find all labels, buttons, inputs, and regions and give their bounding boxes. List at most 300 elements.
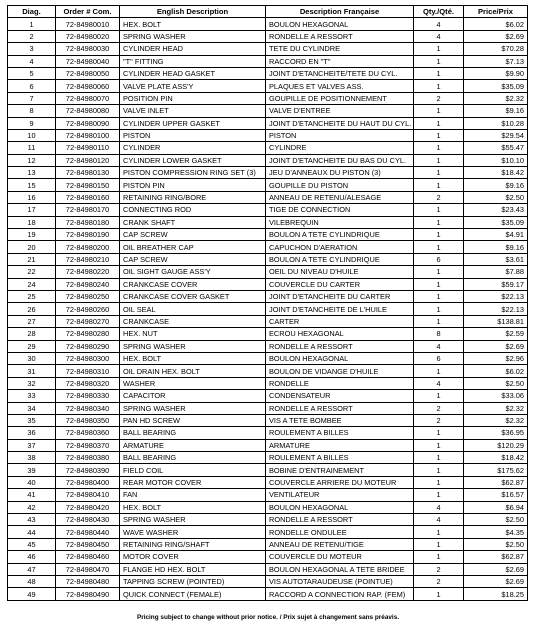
cell-price: $9.16 — [464, 179, 528, 191]
table-row — [8, 340, 528, 352]
cell-french-description: COUVERCLE DU CARTER — [266, 278, 414, 290]
cell-price: $36.95 — [464, 427, 528, 439]
cell-diag: 33 — [8, 390, 56, 402]
cell-qty: 2 — [414, 575, 464, 587]
table-row — [8, 191, 528, 203]
cell-price: $62.87 — [464, 551, 528, 563]
cell-english-description: PISTON COMPRESSION RING SET (3) — [120, 167, 266, 179]
cell-qty: 1 — [414, 315, 464, 327]
cell-qty: 4 — [414, 18, 464, 30]
cell-english-description: SPRING WASHER — [120, 30, 266, 42]
cell-diag: 39 — [8, 464, 56, 476]
header-price: Price/Prix — [464, 6, 528, 18]
cell-price: $6.02 — [464, 18, 528, 30]
cell-diag: 2 — [8, 30, 56, 42]
cell-diag: 10 — [8, 129, 56, 141]
cell-french-description: BOULON A TETE CYLINDRIQUE — [266, 229, 414, 241]
cell-price: $2.96 — [464, 352, 528, 364]
cell-price: $2.69 — [464, 563, 528, 575]
table-row — [8, 402, 528, 414]
table-row — [8, 80, 528, 92]
cell-order-number: 72-84980030 — [56, 43, 120, 55]
cell-english-description: RETAINING RING/BORE — [120, 191, 266, 203]
table-row — [8, 427, 528, 439]
cell-order-number: 72-84980490 — [56, 588, 120, 600]
cell-english-description: HEX. NUT — [120, 328, 266, 340]
cell-diag: 15 — [8, 179, 56, 191]
cell-french-description: COUVERCLE ARRIERE DU MOTEUR — [266, 476, 414, 488]
cell-french-description: VENTILATEUR — [266, 489, 414, 501]
cell-qty: 4 — [414, 377, 464, 389]
cell-qty: 4 — [414, 30, 464, 42]
cell-order-number: 72-84980270 — [56, 315, 120, 327]
cell-english-description: OIL BREATHER CAP — [120, 241, 266, 253]
cell-english-description: BALL BEARING — [120, 452, 266, 464]
cell-price: $18.42 — [464, 167, 528, 179]
cell-order-number: 72-84980310 — [56, 365, 120, 377]
cell-diag: 42 — [8, 501, 56, 513]
cell-price: $7.88 — [464, 266, 528, 278]
cell-french-description: PISTON — [266, 129, 414, 141]
cell-price: $22.13 — [464, 303, 528, 315]
cell-qty: 1 — [414, 204, 464, 216]
cell-order-number: 72-84980420 — [56, 501, 120, 513]
cell-diag: 26 — [8, 303, 56, 315]
cell-english-description: OIL SEAL — [120, 303, 266, 315]
cell-order-number: 72-84980160 — [56, 191, 120, 203]
cell-english-description: CONNECTING ROD — [120, 204, 266, 216]
cell-english-description: PISTON — [120, 129, 266, 141]
cell-english-description: TAPPING SCREW (POINTED) — [120, 575, 266, 587]
cell-qty: 1 — [414, 390, 464, 402]
cell-order-number: 72-84980170 — [56, 204, 120, 216]
cell-qty: 1 — [414, 142, 464, 154]
cell-french-description: RONDELLE A RESSORT — [266, 30, 414, 42]
table-row — [8, 167, 528, 179]
cell-order-number: 72-84980150 — [56, 179, 120, 191]
cell-french-description: ROULEMENT A BILLES — [266, 452, 414, 464]
cell-french-description: GOUPILLE DE POSITIONNEMENT — [266, 92, 414, 104]
parts-list — [7, 5, 527, 601]
cell-qty: 1 — [414, 105, 464, 117]
cell-diag: 9 — [8, 117, 56, 129]
cell-diag: 40 — [8, 476, 56, 488]
table-row — [8, 43, 528, 55]
cell-order-number: 72-84980410 — [56, 489, 120, 501]
cell-price: $10.28 — [464, 117, 528, 129]
cell-english-description: CRANKCASE COVER — [120, 278, 266, 290]
cell-qty: 1 — [414, 229, 464, 241]
cell-english-description: CYLINDER UPPER GASKET — [120, 117, 266, 129]
cell-diag: 43 — [8, 514, 56, 526]
table-row — [8, 588, 528, 600]
cell-price: $175.62 — [464, 464, 528, 476]
cell-french-description: COUVERCLE DU MOTEUR — [266, 551, 414, 563]
cell-qty: 1 — [414, 117, 464, 129]
pricing-footnote: Pricing subject to change without prior notice. / Prix sujet à changement sans préavis. — [136, 614, 400, 621]
cell-order-number: 72-84980060 — [56, 80, 120, 92]
cell-order-number: 72-84980260 — [56, 303, 120, 315]
cell-diag: 19 — [8, 229, 56, 241]
cell-diag: 4 — [8, 55, 56, 67]
cell-diag: 34 — [8, 402, 56, 414]
cell-order-number: 72-84980190 — [56, 229, 120, 241]
cell-price: $2.69 — [464, 30, 528, 42]
cell-diag: 7 — [8, 92, 56, 104]
cell-price: $59.17 — [464, 278, 528, 290]
cell-english-description: SPRING WASHER — [120, 340, 266, 352]
cell-french-description: VIS AUTOTARAUDEUSE (POINTUE) — [266, 575, 414, 587]
cell-english-description: PAN HD SCREW — [120, 414, 266, 426]
cell-french-description: OEIL DU NIVEAU D'HUILE — [266, 266, 414, 278]
cell-french-description: PLAQUES ET VALVES ASS. — [266, 80, 414, 92]
cell-order-number: 72-84980360 — [56, 427, 120, 439]
cell-qty: 1 — [414, 216, 464, 228]
table-row — [8, 464, 528, 476]
cell-qty: 1 — [414, 526, 464, 538]
cell-french-description: JOINT D'ETANCHEITE/TETE DU CYL. — [266, 67, 414, 79]
table-row — [8, 352, 528, 364]
cell-price: $18.25 — [464, 588, 528, 600]
cell-diag: 41 — [8, 489, 56, 501]
cell-english-description: FAN — [120, 489, 266, 501]
cell-order-number: 72-84980070 — [56, 92, 120, 104]
cell-french-description: BOBINE D'ENTRAINEMENT — [266, 464, 414, 476]
table-row — [8, 290, 528, 302]
cell-price: $55.47 — [464, 142, 528, 154]
cell-order-number: 72-84980220 — [56, 266, 120, 278]
cell-diag: 35 — [8, 414, 56, 426]
cell-order-number: 72-84980470 — [56, 563, 120, 575]
cell-diag: 24 — [8, 278, 56, 290]
cell-diag: 6 — [8, 80, 56, 92]
cell-french-description: JOINT D'ETANCHEITE DE L'HUILE — [266, 303, 414, 315]
cell-order-number: 72-84980370 — [56, 439, 120, 451]
cell-qty: 1 — [414, 67, 464, 79]
cell-english-description: FLANGE HD HEX. BOLT — [120, 563, 266, 575]
table-row — [8, 328, 528, 340]
cell-price: $4.91 — [464, 229, 528, 241]
cell-qty: 1 — [414, 167, 464, 179]
cell-order-number: 72-84980090 — [56, 117, 120, 129]
cell-french-description: BOULON A TETE CYLINDRIQUE — [266, 253, 414, 265]
cell-qty: 1 — [414, 303, 464, 315]
table-row — [8, 439, 528, 451]
cell-order-number: 72-84980320 — [56, 377, 120, 389]
table-row — [8, 216, 528, 228]
cell-english-description: CAP SCREW — [120, 253, 266, 265]
cell-qty: 1 — [414, 241, 464, 253]
cell-french-description: TETE DU CYLINDRE — [266, 43, 414, 55]
cell-diag: 20 — [8, 241, 56, 253]
cell-french-description: VIS A TETE BOMBEE — [266, 414, 414, 426]
cell-price: $16.57 — [464, 489, 528, 501]
table-row — [8, 501, 528, 513]
cell-diag: 18 — [8, 216, 56, 228]
cell-order-number: 72-84980480 — [56, 575, 120, 587]
cell-french-description: ARMATURE — [266, 439, 414, 451]
cell-price: $62.87 — [464, 476, 528, 488]
table-row — [8, 390, 528, 402]
cell-qty: 1 — [414, 476, 464, 488]
table-row — [8, 538, 528, 550]
cell-price: $2.50 — [464, 514, 528, 526]
table-row — [8, 266, 528, 278]
cell-diag: 21 — [8, 253, 56, 265]
cell-qty: 1 — [414, 55, 464, 67]
cell-diag: 44 — [8, 526, 56, 538]
cell-french-description: BOULON HEXAGONAL — [266, 501, 414, 513]
table-row — [8, 18, 528, 30]
table-row — [8, 142, 528, 154]
cell-price: $6.94 — [464, 501, 528, 513]
cell-price: $2.59 — [464, 328, 528, 340]
cell-french-description: RACCORD A CONNECTION RAP. (FEM) — [266, 588, 414, 600]
cell-diag: 22 — [8, 266, 56, 278]
cell-diag: 8 — [8, 105, 56, 117]
cell-french-description: CAPUCHON D'AERATION — [266, 241, 414, 253]
header-diag: Diag. — [8, 6, 56, 18]
cell-english-description: CYLINDER HEAD GASKET — [120, 67, 266, 79]
cell-qty: 1 — [414, 464, 464, 476]
cell-diag: 32 — [8, 377, 56, 389]
header-row — [8, 6, 528, 18]
cell-order-number: 72-84980010 — [56, 18, 120, 30]
table-row — [8, 129, 528, 141]
header-order: Order # Com. — [56, 6, 120, 18]
cell-diag: 45 — [8, 538, 56, 550]
table-row — [8, 414, 528, 426]
cell-french-description: RONDELLE ONDULEE — [266, 526, 414, 538]
table-row — [8, 575, 528, 587]
table-row — [8, 303, 528, 315]
cell-french-description: ECROU HEXAGONAL — [266, 328, 414, 340]
cell-price: $2.32 — [464, 414, 528, 426]
cell-price: $33.06 — [464, 390, 528, 402]
cell-price: $7.13 — [464, 55, 528, 67]
cell-french-description: JOINT D'ETANCHEITE DU HAUT DU CYL. — [266, 117, 414, 129]
cell-english-description: POSITION PIN — [120, 92, 266, 104]
cell-diag: 5 — [8, 67, 56, 79]
cell-diag: 25 — [8, 290, 56, 302]
table-row — [8, 154, 528, 166]
cell-order-number: 72-84980460 — [56, 551, 120, 563]
cell-english-description: SPRING WASHER — [120, 402, 266, 414]
cell-english-description: PISTON PIN — [120, 179, 266, 191]
cell-diag: 46 — [8, 551, 56, 563]
cell-price: $2.50 — [464, 191, 528, 203]
table-row — [8, 315, 528, 327]
table-row — [8, 563, 528, 575]
cell-french-description: ANNEAU DE RETENU/ALESAGE — [266, 191, 414, 203]
cell-english-description: VALVE INLET — [120, 105, 266, 117]
table-row — [8, 278, 528, 290]
cell-english-description: CRANKCASE — [120, 315, 266, 327]
cell-english-description: VALVE PLATE ASS'Y — [120, 80, 266, 92]
cell-french-description: VALVE D'ENTREE — [266, 105, 414, 117]
cell-diag: 31 — [8, 365, 56, 377]
table-row — [8, 526, 528, 538]
table-row — [8, 365, 528, 377]
cell-diag: 27 — [8, 315, 56, 327]
cell-english-description: CAPACITOR — [120, 390, 266, 402]
cell-order-number: 72-84980300 — [56, 352, 120, 364]
cell-qty: 1 — [414, 452, 464, 464]
cell-order-number: 72-84980210 — [56, 253, 120, 265]
cell-order-number: 72-84980200 — [56, 241, 120, 253]
cell-order-number: 72-84980080 — [56, 105, 120, 117]
cell-english-description: MOTOR COVER — [120, 551, 266, 563]
cell-price: $9.16 — [464, 241, 528, 253]
cell-english-description: CAP SCREW — [120, 229, 266, 241]
cell-order-number: 72-84980330 — [56, 390, 120, 402]
cell-english-description: FIELD COIL — [120, 464, 266, 476]
table-row — [8, 253, 528, 265]
cell-french-description: BOULON HEXAGONAL — [266, 18, 414, 30]
cell-price: $35.09 — [464, 80, 528, 92]
cell-qty: 1 — [414, 538, 464, 550]
cell-english-description: CYLINDER LOWER GASKET — [120, 154, 266, 166]
cell-price: $35.09 — [464, 216, 528, 228]
table-row — [8, 117, 528, 129]
cell-order-number: 72-84980350 — [56, 414, 120, 426]
cell-english-description: WASHER — [120, 377, 266, 389]
cell-diag: 12 — [8, 154, 56, 166]
cell-french-description: BOULON HEXAGONAL A TETE BRIDEE — [266, 563, 414, 575]
cell-diag: 47 — [8, 563, 56, 575]
cell-price: $10.10 — [464, 154, 528, 166]
cell-qty: 1 — [414, 43, 464, 55]
cell-diag: 28 — [8, 328, 56, 340]
cell-diag: 13 — [8, 167, 56, 179]
cell-english-description: QUICK CONNECT (FEMALE) — [120, 588, 266, 600]
cell-french-description: BOULON HEXAGONAL — [266, 352, 414, 364]
cell-qty: 1 — [414, 80, 464, 92]
cell-qty: 2 — [414, 414, 464, 426]
cell-order-number: 72-84980250 — [56, 290, 120, 302]
cell-price: $70.28 — [464, 43, 528, 55]
cell-french-description: JEU D'ANNEAUX DU PISTON (3) — [266, 167, 414, 179]
cell-order-number: 72-84980100 — [56, 129, 120, 141]
cell-price: $23.43 — [464, 204, 528, 216]
cell-french-description: CARTER — [266, 315, 414, 327]
table-row — [8, 67, 528, 79]
cell-qty: 2 — [414, 191, 464, 203]
cell-french-description: RACCORD EN "T" — [266, 55, 414, 67]
cell-qty: 2 — [414, 92, 464, 104]
table-row — [8, 377, 528, 389]
table-row — [8, 92, 528, 104]
cell-english-description: WAVE WASHER — [120, 526, 266, 538]
cell-price: $22.13 — [464, 290, 528, 302]
cell-order-number: 72-84980240 — [56, 278, 120, 290]
cell-diag: 3 — [8, 43, 56, 55]
cell-qty: 1 — [414, 489, 464, 501]
cell-english-description: HEX. BOLT — [120, 501, 266, 513]
cell-english-description: BALL BEARING — [120, 427, 266, 439]
table-row — [8, 229, 528, 241]
cell-diag: 11 — [8, 142, 56, 154]
cell-french-description: RONDELLE A RESSORT — [266, 514, 414, 526]
cell-french-description: ROULEMENT A BILLES — [266, 427, 414, 439]
cell-qty: 1 — [414, 154, 464, 166]
cell-order-number: 72-84980430 — [56, 514, 120, 526]
table-row — [8, 514, 528, 526]
cell-diag: 36 — [8, 427, 56, 439]
cell-english-description: HEX. BOLT — [120, 352, 266, 364]
cell-price: $2.69 — [464, 575, 528, 587]
header-qty: Qty./Qté. — [414, 6, 464, 18]
table-row — [8, 55, 528, 67]
table-row — [8, 551, 528, 563]
cell-price: $120.29 — [464, 439, 528, 451]
cell-french-description: TIGE DE CONNECTION — [266, 204, 414, 216]
cell-price: $2.69 — [464, 340, 528, 352]
cell-order-number: 72-84980110 — [56, 142, 120, 154]
cell-price: $3.61 — [464, 253, 528, 265]
cell-price: $6.02 — [464, 365, 528, 377]
table-row — [8, 452, 528, 464]
cell-order-number: 72-84980390 — [56, 464, 120, 476]
cell-english-description: RETAINING RING/SHAFT — [120, 538, 266, 550]
cell-price: $18.42 — [464, 452, 528, 464]
cell-english-description: HEX. BOLT — [120, 18, 266, 30]
cell-order-number: 72-84980020 — [56, 30, 120, 42]
cell-qty: 1 — [414, 427, 464, 439]
cell-french-description: CYLINDRE — [266, 142, 414, 154]
table-row — [8, 476, 528, 488]
table-row — [8, 105, 528, 117]
cell-qty: 4 — [414, 514, 464, 526]
cell-diag: 29 — [8, 340, 56, 352]
cell-order-number: 72-84980340 — [56, 402, 120, 414]
cell-diag: 49 — [8, 588, 56, 600]
cell-diag: 37 — [8, 439, 56, 451]
cell-order-number: 72-84980040 — [56, 55, 120, 67]
cell-price: $4.35 — [464, 526, 528, 538]
cell-qty: 1 — [414, 551, 464, 563]
cell-order-number: 72-84980290 — [56, 340, 120, 352]
header-french: Description Française — [266, 6, 414, 18]
cell-price: $2.50 — [464, 538, 528, 550]
cell-french-description: JOINT D'ETANCHEITE DU CARTER — [266, 290, 414, 302]
cell-diag: 16 — [8, 191, 56, 203]
parts-table — [7, 5, 528, 601]
cell-price: $29.54 — [464, 129, 528, 141]
cell-english-description: ARMATURE — [120, 439, 266, 451]
cell-order-number: 72-84980180 — [56, 216, 120, 228]
cell-english-description: OIL DRAIN HEX. BOLT — [120, 365, 266, 377]
cell-qty: 1 — [414, 588, 464, 600]
cell-english-description: REAR MOTOR COVER — [120, 476, 266, 488]
cell-price: $2.50 — [464, 377, 528, 389]
cell-french-description: CONDENSATEUR — [266, 390, 414, 402]
cell-price: $2.32 — [464, 92, 528, 104]
cell-english-description: CRANK SHAFT — [120, 216, 266, 228]
cell-qty: 8 — [414, 328, 464, 340]
cell-diag: 17 — [8, 204, 56, 216]
cell-french-description: JOINT D'ETANCHEITE DU BAS DU CYL. — [266, 154, 414, 166]
cell-qty: 4 — [414, 340, 464, 352]
cell-qty: 1 — [414, 365, 464, 377]
cell-qty: 4 — [414, 501, 464, 513]
cell-french-description: RONDELLE A RESSORT — [266, 402, 414, 414]
cell-qty: 1 — [414, 179, 464, 191]
cell-price: $138.81 — [464, 315, 528, 327]
table-body — [8, 18, 528, 600]
cell-order-number: 72-84980050 — [56, 67, 120, 79]
cell-price: $2.32 — [464, 402, 528, 414]
